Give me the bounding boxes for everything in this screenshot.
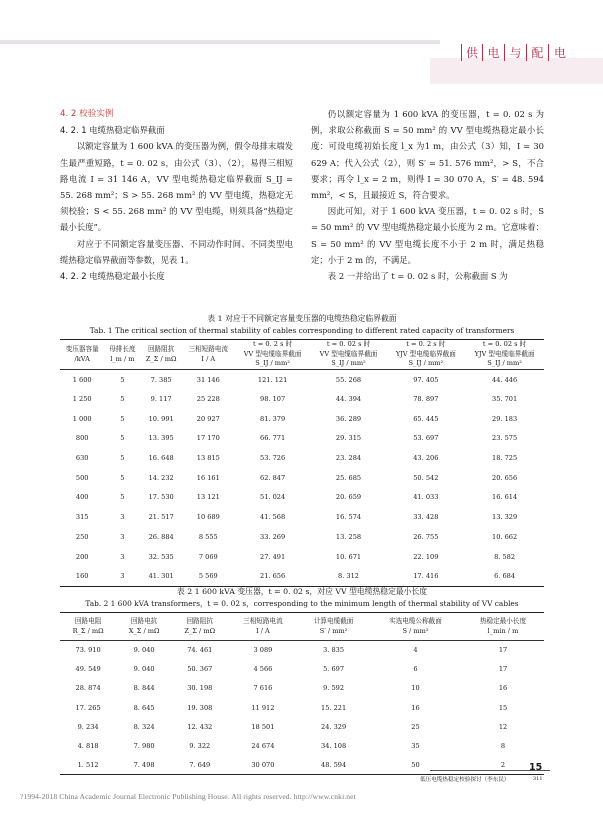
table1 (60, 339, 544, 587)
table2-cell: 7. 498 (133, 760, 155, 769)
table2-cell: 73. 910 (75, 646, 101, 655)
journal-char: 与 (505, 44, 527, 61)
table2-col-header (116, 613, 172, 641)
table2-cell: 7 616 (253, 684, 273, 693)
table1-cell: 53. 697 (413, 434, 439, 443)
table1-row (60, 566, 544, 586)
table2-caption-en: Tab. 2 1 600 kVA transformers，t = 0. 02 s，corresponding to the minimum length of thermal stability of VV cables (85, 599, 519, 608)
table2-cell: 7. 649 (189, 760, 211, 769)
table2-col-header-line: 三相短路电流 (243, 617, 283, 625)
table2-cell: 17 (498, 646, 508, 655)
table1-cell: 6. 684 (494, 571, 516, 580)
table2-cell: 9. 322 (189, 742, 211, 751)
table1-cell: 10. 662 (492, 532, 518, 541)
table1-col-header-line: YJV 型电缆临界截面 (474, 349, 535, 358)
table1-col-header-line: I / A (201, 354, 216, 363)
table2-cell: 4 566 (253, 665, 273, 674)
table2-caption (60, 586, 544, 610)
table1-cell: 29. 315 (335, 434, 362, 443)
table1-cell: 53. 726 (260, 454, 286, 463)
table1-col-header-line: YJV 型电缆临界截面 (395, 349, 456, 358)
table1-row (60, 488, 544, 508)
table2-cell: 10 (411, 684, 420, 693)
table1-cell: 20. 659 (335, 493, 362, 502)
table1-cell: 27. 491 (260, 552, 286, 561)
table2 (60, 612, 544, 775)
journal-char: 电 (483, 44, 505, 61)
table2-cell: 9. 040 (133, 665, 155, 674)
table2-row (60, 641, 544, 660)
table2-cell: 9. 592 (323, 684, 345, 693)
table1-cell: 10. 671 (335, 552, 362, 561)
table1-row (60, 547, 544, 567)
left-column (60, 106, 293, 284)
subsection-heading: 4. 2. 1 电缆热稳定临界截面 (60, 125, 165, 136)
table2-cell: 30. 198 (187, 684, 213, 693)
table2-col-header-line: I / A (256, 626, 270, 635)
table1-col-header-line: 回路阻抗 (147, 345, 175, 353)
table1-cell: 36. 289 (335, 414, 362, 423)
table1-cell: 65. 445 (413, 414, 439, 423)
table1-row (60, 527, 544, 547)
table1-cell: 3 (120, 532, 125, 541)
table2-cell: 17 (498, 665, 508, 674)
table1-cell: 32. 535 (148, 552, 174, 561)
table2-cell: 3. 835 (323, 646, 345, 655)
table1-cell: 20 927 (196, 414, 220, 423)
table1-cell: 500 (75, 473, 89, 482)
table1-col-header-line: t = 0. 02 s 时 (482, 340, 527, 349)
table1-cell: 1 250 (72, 395, 92, 404)
table1-cell: 25 228 (196, 395, 220, 404)
table1-cell: 50. 542 (413, 473, 439, 482)
table2-cell: 19. 308 (187, 703, 213, 712)
table1-cell: 25. 685 (335, 473, 362, 482)
table1-cell: 10. 991 (148, 414, 174, 423)
table1-cell: 10 689 (196, 513, 220, 522)
table1-row (60, 468, 544, 488)
paragraph: 仍以额定容量为 1 600 kVA 的变压器，t = 0. 02 s 为例，求取公称截面 S = 50 mm² 的 VV 型电缆热稳定最小长度：可设电缆初始长度 l_x 为1 m，由公式（3）知，I = 30 629 A；代入公式（2），则 S′ = 51. 576 mm²，> S，不合要求；再令 l_x = 2 m，则得 I = 30 070 A，S′ = 48. 594 mm²，< S，且最接近 S，符合要求。 (311, 109, 544, 201)
table1-cell: 13. 395 (148, 434, 174, 443)
table1-col-header-line: l_m / m (110, 354, 135, 363)
table1-col-header (60, 340, 104, 370)
table1-cell: 13. 329 (492, 513, 518, 522)
table2-col-header-line: S′ / mm² (319, 626, 348, 635)
table1-cell: 121. 121 (257, 375, 288, 384)
table1-cell: 14. 232 (148, 473, 174, 482)
table2-col-header (298, 613, 369, 641)
table1-row (60, 389, 544, 409)
table1-cell: 17 170 (196, 434, 220, 443)
table1-cell: 22. 109 (413, 552, 439, 561)
table1-cell: 18. 725 (492, 454, 518, 463)
table1-cell: 8. 312 (338, 571, 359, 580)
page-number: 15 (529, 762, 543, 773)
table2-cell: 8 (500, 742, 506, 751)
table1-cell: 630 (75, 454, 89, 463)
table1-cell: 17. 530 (148, 493, 174, 502)
table1-cell: 315 (75, 513, 89, 522)
table2-col-header-line: 热稳定最小长度 (479, 617, 527, 625)
table1-col-header-line: /kVA (74, 354, 90, 363)
table2-col-header-line: S / mm² (402, 626, 429, 635)
table1-cell: 26. 755 (413, 532, 439, 541)
table2-col-header (60, 613, 116, 641)
table1-cell: 250 (75, 532, 89, 541)
section-heading: 4. 2 校验实例 (60, 109, 114, 119)
table1-col-header-line: S_IJ / mm² (331, 359, 366, 368)
table1-cell: 98. 107 (260, 395, 286, 404)
table1-cell: 44. 446 (492, 375, 518, 384)
table1-cell: 200 (75, 552, 89, 561)
table2-cell: 15 (498, 703, 508, 712)
table1-cell: 5 (120, 473, 125, 482)
table2-cell: 12 (498, 722, 508, 731)
table2-cell: 3 089 (253, 646, 273, 655)
table2-col-header-line: 实选电缆公称截面 (389, 617, 442, 625)
table1-cell: 35. 701 (492, 395, 518, 404)
table1-col-header (140, 340, 182, 370)
table1-cell: 21. 517 (148, 513, 174, 522)
table2-cell: 49. 549 (75, 665, 101, 674)
table1-cell: 29. 183 (492, 414, 518, 423)
table2-cell: 34. 108 (321, 742, 347, 751)
table1-cell: 13. 258 (335, 532, 362, 541)
table2-row (60, 679, 544, 698)
running-number: 311 (533, 776, 543, 782)
header-shade-right (430, 58, 603, 84)
table2-cell: 30 070 (251, 760, 275, 769)
table2-header-row (60, 613, 544, 641)
table1-cell: 16 161 (196, 473, 220, 482)
table1-cell: 33. 428 (413, 513, 439, 522)
table1-cell: 62. 847 (260, 473, 286, 482)
table2-col-header-line: l_min / m (487, 626, 519, 635)
table1-col-header-line: t = 0. 02 s 时 (326, 340, 371, 349)
table2-row (60, 736, 544, 755)
paragraph: 表 2 一并给出了 t = 0. 02 s 时，公称截面 S 为 (327, 271, 508, 282)
table1-cell: 78. 897 (413, 395, 439, 404)
table1-cell: 26. 884 (148, 532, 174, 541)
table2-col-header-line: 计算电缆截面 (313, 617, 354, 625)
table1-cell: 5 (120, 493, 125, 502)
table2-cell: 12. 432 (187, 722, 213, 731)
table2-cell: 48. 594 (321, 760, 347, 769)
table1-header-row (60, 340, 544, 370)
table1-col-header (235, 340, 311, 370)
table2-cell: 1. 512 (77, 760, 99, 769)
paragraph: 对应于不同额定容量变压器、不同动作时间、不同类型电缆热稳定临界截面等参数，见表 1。 (60, 238, 293, 265)
table1-col-header-line: t = 0. 2 s 时 (253, 340, 293, 349)
table2-col-header (172, 613, 228, 641)
copyright-notice: ?1994-2018 China Academic Journal Electronic Publishing House. All rights reserved. http://www.cnki.net (20, 792, 356, 801)
subsection-heading: 4. 2. 2 电缆热稳定最小长度 (60, 271, 165, 282)
table1-cell: 41. 301 (148, 571, 174, 580)
table1-caption-en: Tab. 1 The critical section of thermal stability of cables corresponding to different rated capacity of transformers (89, 326, 515, 335)
table1-cell: 3 (120, 513, 125, 522)
table1-cell: 16. 614 (492, 493, 518, 502)
table1-col-header-line: 三相短路电流 (188, 345, 229, 353)
table2-col-header-line: 回路阻抗 (186, 617, 213, 625)
table1-cell: 5 (120, 414, 125, 423)
table1-col-header-line: 母排长度 (109, 345, 136, 353)
table1-cell: 44. 394 (335, 395, 362, 404)
table2-cell: 8. 324 (133, 722, 155, 731)
table1-cell: 5 (120, 375, 125, 384)
table1-cell: 23. 575 (492, 434, 518, 443)
table1-col-header-line: S_IJ / mm² (255, 359, 290, 368)
journal-char: 电 (553, 46, 566, 60)
table2-row (60, 756, 544, 775)
table1-col-header-line: Z_Σ / mΩ (145, 354, 177, 363)
table2-cell: 16 (411, 703, 420, 712)
table1-cell: 43. 206 (413, 454, 439, 463)
table2-cell: 50 (411, 760, 420, 769)
table1-col-header-line: VV 型电缆临界截面 (243, 349, 302, 358)
table1-row (60, 370, 544, 390)
table2-cell: 16 (498, 684, 508, 693)
table1-cell: 8. 582 (494, 552, 516, 561)
table2-cell: 35 (411, 742, 420, 751)
table1-cell: 16. 648 (148, 454, 174, 463)
table1-cell: 20. 656 (492, 473, 518, 482)
table2-cell: 50. 367 (187, 665, 213, 674)
table2-col-header-line: X_Σ / mΩ (128, 626, 160, 635)
table1-col-header (311, 340, 387, 370)
table1-cell: 17. 416 (413, 571, 439, 580)
table1-cell: 21. 656 (260, 571, 286, 580)
table1-cell: 3 (120, 552, 125, 561)
table2-cell: 9. 040 (133, 646, 155, 655)
table2-caption-cn: 表 2 1 600 kVA 变压器，t = 0. 02 s，对应 VV 型电缆热稳定最小长度 (176, 587, 428, 596)
right-column (311, 106, 544, 284)
table1-col-header-line: 变压器容量 (65, 345, 99, 353)
table1-cell: 1 600 (72, 375, 92, 384)
table2-cell: 74. 461 (187, 646, 213, 655)
table1-caption (60, 313, 544, 337)
journal-name (461, 44, 571, 61)
table2-row (60, 698, 544, 717)
table2-col-header-line: 回路电抗 (130, 617, 158, 625)
table1-col-header-line: VV 型电缆临界截面 (319, 349, 378, 358)
table2-col-header-line: Z_Σ / mΩ (184, 626, 216, 635)
table1-cell: 66. 771 (260, 434, 286, 443)
table1-cell: 5 (120, 454, 125, 463)
table1-row (60, 409, 544, 429)
journal-char: 配 (527, 44, 549, 61)
table2-cell: 8. 844 (133, 684, 155, 693)
table1-cell: 1 000 (72, 414, 92, 423)
table1-cell: 41. 033 (413, 493, 439, 502)
table2-cell: 24. 329 (321, 722, 347, 731)
table2-cell: 5. 697 (323, 665, 345, 674)
table2-col-header-line: R_Σ / mΩ (72, 626, 104, 635)
table1-cell: 800 (75, 434, 89, 443)
table2-cell: 8. 645 (133, 703, 155, 712)
header-shade (0, 40, 440, 44)
table1-row (60, 429, 544, 449)
table2-cell: 6 (413, 665, 418, 674)
table2-col-header (462, 613, 544, 641)
table2-cell: 4. 818 (77, 742, 99, 751)
table2-col-header (228, 613, 299, 641)
table1-col-header (386, 340, 465, 370)
table2-body (60, 641, 544, 775)
table1-cell: 81. 379 (260, 414, 286, 423)
running-title: 低压电缆热稳定校验探讨（李东民） (420, 777, 510, 783)
table1-cell: 5 569 (198, 571, 218, 580)
table1-cell: 3 (120, 571, 125, 580)
table1-body (60, 370, 544, 587)
table1-cell: 31 146 (196, 375, 220, 384)
table2-col-header (369, 613, 462, 641)
table1-cell: 97. 405 (413, 375, 439, 384)
table1-cell: 13 121 (196, 493, 220, 502)
table2-cell: 28. 874 (75, 684, 101, 693)
table2-cell: 9. 234 (77, 722, 99, 731)
table2-row (60, 717, 544, 736)
table1-col-header (465, 340, 544, 370)
table1-col-header-line: S_IJ / mm² (408, 359, 444, 368)
table2-cell: 18 501 (251, 722, 275, 731)
table1-cell: 9. 117 (150, 395, 172, 404)
table1-col-header (104, 340, 140, 370)
table1-cell: 5 (120, 434, 125, 443)
table2-row (60, 660, 544, 679)
table1-cell: 5 (120, 395, 125, 404)
table1-cell: 400 (75, 493, 89, 502)
table1-cell: 33. 269 (260, 532, 286, 541)
table1-caption-cn: 表 1 对应于不同额定容量变压器的电缆热稳定临界截面 (207, 314, 397, 323)
table2-cell: 25 (411, 722, 420, 731)
table1-cell: 51. 024 (260, 493, 286, 502)
table2-cell: 17. 265 (75, 703, 101, 712)
table2-cell: 11 912 (251, 703, 275, 712)
table2-cell: 2 (500, 760, 506, 769)
table1-cell: 8 555 (198, 532, 218, 541)
table1-row (60, 507, 544, 527)
table1-cell: 41. 568 (260, 513, 286, 522)
table1-cell: 7. 385 (150, 375, 172, 384)
paragraph: 因此可知，对于 1 600 kVA 变压器，t = 0. 02 s 时，S = 50 mm² 的 VV 型电缆热稳定最小长度为 2 m。它意味着：S = 50 mm² 的 VV 型电缆长度不小于 2 m 时，满足热稳定；小于 2 m 的，不满足。 (311, 206, 544, 265)
table2-cell: 7. 980 (133, 742, 155, 751)
table2-cell: 24 674 (251, 742, 275, 751)
table1-col-header-line: t = 0. 2 s 时 (406, 340, 446, 349)
table1-cell: 16. 574 (335, 513, 362, 522)
table1-cell: 55. 268 (335, 375, 362, 384)
table1-row (60, 448, 544, 468)
table2-cell: 4 (413, 646, 418, 655)
paragraph: 以额定容量为 1 600 kVA 的变压器为例，假令母排末端发生最严重短路，t = 0. 02 s，由公式（3）、（2），易得三相短路电流 I = 31 146 A，VV 型电缆热稳定临界截面 S_IJ = 55. 268 mm²；S > 55. 268 mm² 的 VV 型电缆，热稳定无须校验；S < 55. 268 mm² 的 VV 型电缆，则须具备“热稳定最小长度”。 (60, 141, 293, 233)
table2-col-header-line: 回路电阻 (74, 617, 102, 625)
table1-col-header (182, 340, 235, 370)
table1-cell: 160 (75, 571, 89, 580)
table1-cell: 23. 284 (335, 454, 362, 463)
table1-cell: 7 069 (198, 552, 218, 561)
table1-col-header-line: S_IJ / mm² (487, 359, 522, 368)
table1-cell: 13 815 (196, 454, 220, 463)
table2-cell: 15. 221 (321, 703, 347, 712)
journal-char: 供 (461, 44, 483, 61)
